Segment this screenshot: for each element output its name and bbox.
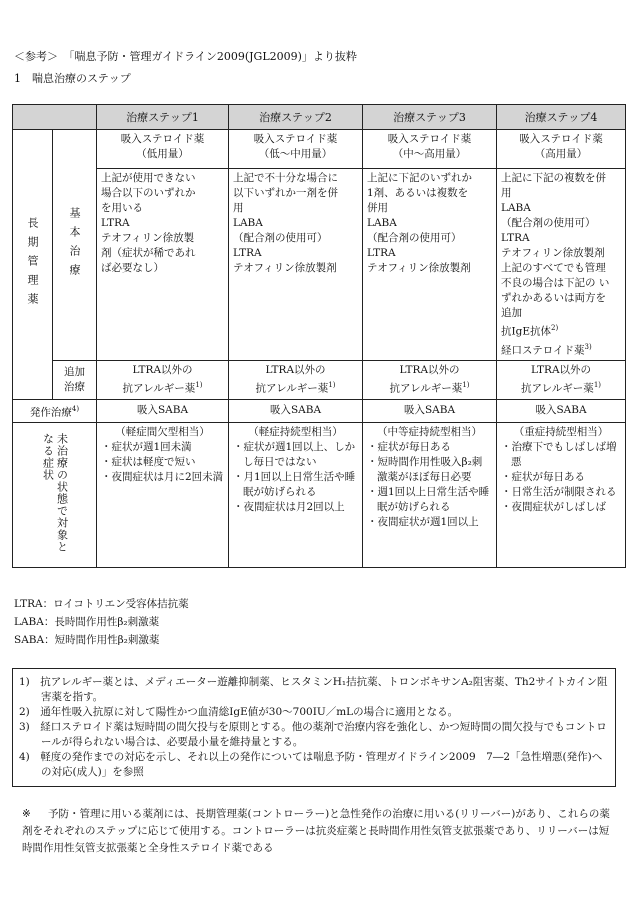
step-2-header: 治療ステップ2 xyxy=(229,105,363,130)
untreated-cell-4: （重症持続型相当） ・治療下でもしばしば増悪 ・症状が毎日ある ・日常生活が制限される ・夜間症状がしばしば xyxy=(497,423,626,568)
rescue-label: 発作治療 xyxy=(29,406,72,418)
footnote-mark: ※ xyxy=(22,808,31,820)
treatment-step-table xyxy=(12,104,626,568)
step-4-header: 治療ステップ4 xyxy=(497,105,626,130)
rescue-cell-2: 吸入SABA xyxy=(229,399,363,423)
additional-label: 追加治療 xyxy=(64,365,85,393)
notes-box xyxy=(12,668,616,787)
additional-label-cell xyxy=(53,361,97,400)
table-header-row xyxy=(13,105,626,130)
untreated-cell-1: （軽症間欠型相当） ・症状が週1回未満 ・症状は軽度で短い ・夜間症状は月に2回未満 xyxy=(97,423,229,568)
basic-cell-1: 上記が使用できない 場合以下のいずれか を用いる LTRA テオフィリン徐放製 剤（症状が稀であれ ば必要なし） xyxy=(97,169,229,361)
note-2: 2) 通年性吸入抗原に対して陽性かつ血清総IgE値が30～700IU／mLの場合に適用となる。 xyxy=(19,706,459,718)
rescue-label-cell: 発作治療$^{4)}$ xyxy=(13,399,97,423)
step-1-header: 治療ステップ1 xyxy=(97,105,229,130)
rescue-cell-1: 吸入SABA xyxy=(97,399,229,423)
untreated-label: 未治療の状態で対象となる症状 xyxy=(41,433,69,553)
rescue-row xyxy=(13,399,626,423)
basic-cell-3: 上記に下記のいずれか 1剤、あるいは複数を 併用 LABA （配合剤の使用可） LTRA テオフィリン徐放製剤 xyxy=(363,169,497,361)
section-title: 1 喘息治療のステップ xyxy=(14,72,131,85)
note-4: 4) 軽度の発作までの対応を示し、それ以上の発作については喘息予防・管理ガイドライン2009 7―2「急性増悪(発作)への対応(成人)」を参照 xyxy=(19,751,603,778)
basic-cell-4: 上記に下記の複数を併 用 LABA （配合剤の使用可） LTRA テオフィリン徐放製剤 上記のすべてでも管理 不良の場合は下記の い ずれかあるいは両方を 追加 抗IgE抗体$^{2)}$ 経口ステロイド薬$^{3)}$ xyxy=(497,169,626,361)
footnote xyxy=(22,806,612,857)
footnote-text: 予防・管理に用いる薬剤には、長期管理薬(コントローラー)と急性発作の治療に用いる(リリーバー)があり、これらの薬剤をそれぞれのステップに応じて使用する。コントローラーは抗炎症薬と長時間作用性気管支拡張薬であり、リリーバーは短時間作用性気管支拡張薬と全身性ステロイド薬である xyxy=(22,808,610,854)
additional-cell-1: LTRA以外の 抗アレルギー薬$^{1)}$ xyxy=(97,361,229,400)
rescue-cell-3: 吸入SABA xyxy=(363,399,497,423)
note-3: 3) 経口ステロイド薬は短時間の間欠投与を原則とする。他の薬剤で治療内容を強化し、かつ短時間の間欠投与でもコントロールが得られない場合は、必要最小量を維持量とする。 xyxy=(19,721,607,748)
basic-label-cell xyxy=(53,130,97,361)
basic-label: 基本治療 xyxy=(68,207,81,283)
additional-cell-4: LTRA以外の 抗アレルギー薬$^{1)}$ xyxy=(497,361,626,400)
untreated-cell-3: （中等症持続型相当） ・症状が毎日ある ・短時間作用性吸入β₂刺激薬がほぼ毎日必要 ・週1回以上日常生活や睡眠が妨げられる ・夜間症状が週1回以上 xyxy=(363,423,497,568)
basic-cell-2: 上記で不十分な場合に 以下いずれか一剤を併 用 LABA （配合剤の使用可） LTRA テオフィリン徐放製剤 xyxy=(229,169,363,361)
untreated-cell-2: （軽症持続型相当） ・症状が週1回以上、しかし毎日ではない ・月1回以上日常生活や睡眠が妨げられる ・夜間症状は月2回以上 xyxy=(229,423,363,568)
ics-cell-2: 吸入ステロイド薬 （低～中用量） xyxy=(229,130,363,169)
additional-cell-3: LTRA以外の 抗アレルギー薬$^{1)}$ xyxy=(363,361,497,400)
basic-treatment-row xyxy=(13,169,626,361)
ics-cell-4: 吸入ステロイド薬 （高用量） xyxy=(497,130,626,169)
note-1: 1) 抗アレルギー薬とは、メディエーター遊離抑制薬、ヒスタミンH₁拮抗薬、トロンボキサンA₂阻害薬、Th2サイトカイン阻害薬を指す。 xyxy=(19,676,608,703)
abbr-ltra: LTRA：ロイコトリエン受容体拮抗薬 xyxy=(14,598,189,610)
step-3-header: 治療ステップ3 xyxy=(363,105,497,130)
long-term-label: 長期管理薬 xyxy=(26,216,39,312)
ics-cell-1: 吸入ステロイド薬 （低用量） xyxy=(97,130,229,169)
untreated-label-cell xyxy=(13,423,97,568)
abbr-laba: LABA：長時間作用性β₂刺激薬 xyxy=(14,616,160,628)
rescue-cell-4: 吸入SABA xyxy=(497,399,626,423)
ics-row xyxy=(13,130,626,169)
long-term-label-cell xyxy=(13,130,53,400)
reference-heading: ＜参考＞ 「喘息予防・管理ガイドライン2009(JGL2009)」より抜粋 xyxy=(14,50,357,63)
abbr-saba: SABA：短時間作用性β₂刺激薬 xyxy=(14,634,160,646)
additional-treatment-row xyxy=(13,361,626,400)
ics-cell-3: 吸入ステロイド薬 （中～高用量） xyxy=(363,130,497,169)
additional-cell-2: LTRA以外の 抗アレルギー薬$^{1)}$ xyxy=(229,361,363,400)
header-blank-cell xyxy=(13,105,97,130)
untreated-symptoms-row xyxy=(13,423,626,568)
